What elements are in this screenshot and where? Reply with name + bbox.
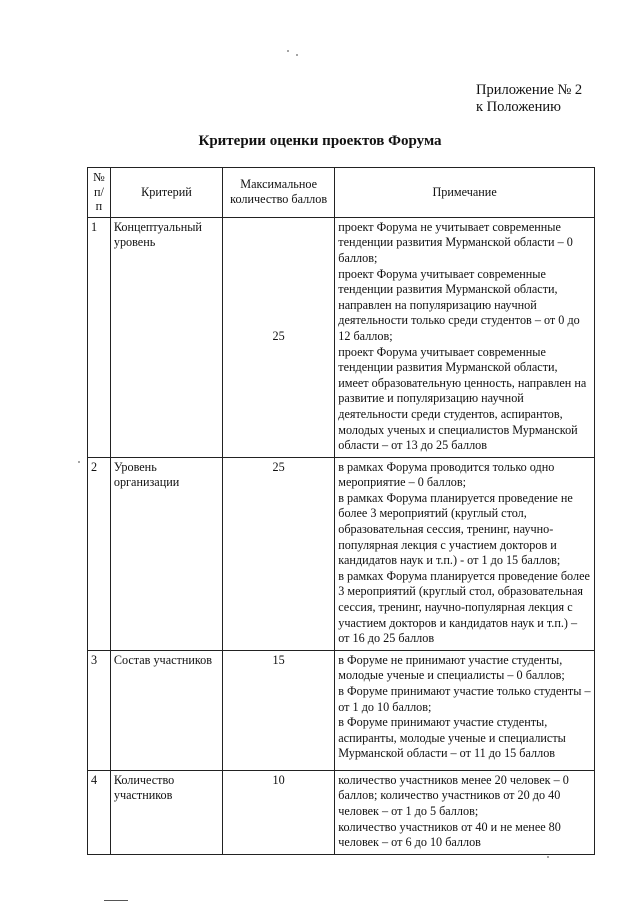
note-line: в Форуме принимают участие студенты, аспиранты, молодые ученые и специалисты Мурманской области – от 11 до 15 баллов bbox=[338, 715, 566, 761]
row-note bbox=[335, 770, 595, 854]
note-line: в рамках Форума планируется проведение не более 3 мероприятий (круглый стол, образовательная сессия, тренинг, научно-популярная лекция с участием докторов и кандидатов наук и т.п.) - от 1 до 15 баллов; bbox=[338, 490, 573, 568]
scan-speck bbox=[78, 461, 80, 463]
table-row bbox=[88, 770, 595, 854]
row-num: 4 bbox=[88, 770, 111, 854]
note-line: в Форуме не принимают участие студенты, молодые ученые и специалисты – 0 баллов; bbox=[338, 652, 565, 683]
row-max: 15 bbox=[223, 650, 335, 770]
row-num: 3 bbox=[88, 650, 111, 770]
page-title: Критерии оценки проектов Форума bbox=[198, 133, 442, 149]
header-max: Максимальное количество баллов bbox=[223, 168, 335, 218]
criteria-table bbox=[87, 167, 595, 855]
note-line: в Форуме принимают участие только студенты – от 1 до 10 баллов; bbox=[338, 684, 591, 714]
header-note: Примечание bbox=[335, 168, 595, 218]
row-num: 1 bbox=[88, 217, 111, 457]
note-line: в рамках Форума проводится только одно мероприятие – 0 баллов; bbox=[338, 459, 555, 490]
note-line: проект Форума учитывает современные тенденции развития Мурманской области, имеет образовательную ценность, направлен на развитие и популяризацию научной деятельности среди студентов, аспирантов, молодых ученых и специалистов Мурманской области – от 13 до 25 баллов bbox=[338, 344, 587, 453]
table-header-row bbox=[88, 168, 595, 218]
row-note bbox=[335, 217, 595, 457]
table-row bbox=[88, 650, 595, 770]
scan-speck bbox=[287, 50, 289, 52]
row-max: 25 bbox=[223, 217, 335, 457]
note-line: проект Форума учитывает современные тенденции развития Мурманской области, направлен на популяризацию научной деятельности только среди студентов – от 0 до 12 баллов; bbox=[338, 266, 580, 343]
appendix-reference bbox=[476, 82, 582, 116]
header-criterion: Критерий bbox=[110, 168, 222, 218]
row-max: 10 bbox=[223, 770, 335, 854]
row-criterion: Концептуальный уровень bbox=[110, 217, 222, 457]
row-criterion: Состав участников bbox=[110, 650, 222, 770]
note-line: в рамках Форума планируется проведение более 3 мероприятий (круглый стол, образовательная сессия, тренинг, научно-популярная лекция с участием докторов и кандидатов наук и т.п.) – от 16 до 25 баллов bbox=[338, 568, 590, 646]
header-num: № п/п bbox=[88, 168, 111, 218]
note-line: количество участников от 40 и не менее 80 человек – от 6 до 10 баллов bbox=[338, 819, 561, 850]
scan-speck bbox=[296, 54, 298, 56]
row-max: 25 bbox=[223, 457, 335, 650]
row-criterion: Уровень организации bbox=[110, 457, 222, 650]
scan-speck bbox=[547, 856, 549, 858]
footer-rule bbox=[104, 900, 128, 901]
row-num: 2 bbox=[88, 457, 111, 650]
appendix-line-2: к Положению bbox=[476, 99, 561, 115]
appendix-line-1: Приложение № 2 bbox=[476, 82, 583, 98]
note-line: количество участников менее 20 человек – 0 баллов; количество участников от 20 до 40 человек – от 1 до 5 баллов; bbox=[338, 772, 569, 818]
row-note bbox=[335, 457, 595, 650]
note-line: проект Форума не учитывает современные тенденции развития Мурманской области – 0 баллов; bbox=[338, 219, 573, 265]
table-row bbox=[88, 217, 595, 457]
table-row bbox=[88, 457, 595, 650]
row-criterion: Количество участников bbox=[110, 770, 222, 854]
row-note bbox=[335, 650, 595, 770]
